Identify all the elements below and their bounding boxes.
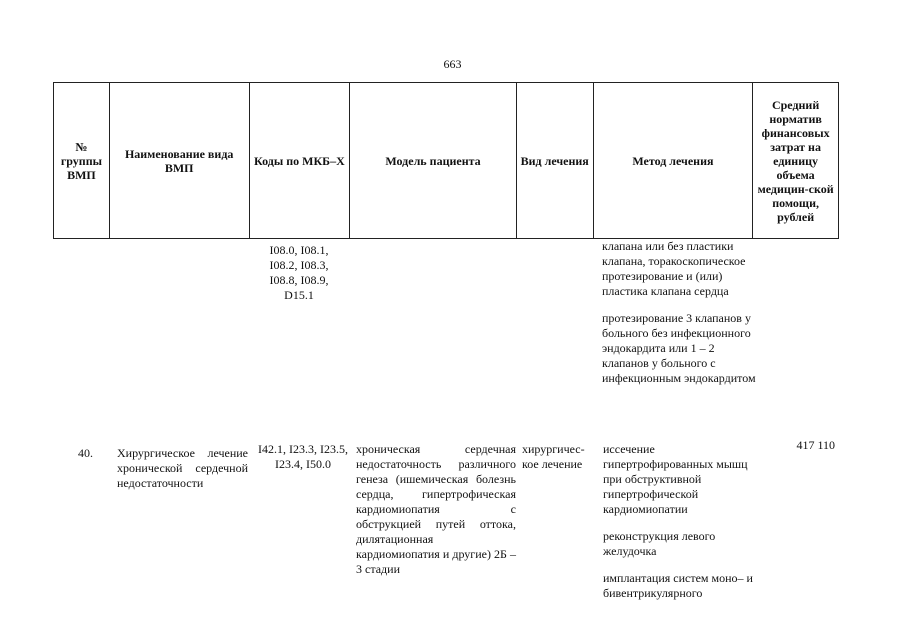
row-2-methods xyxy=(603,442,758,601)
row-1-method-1: клапана или без пластики клапана, торакоскопическое протезирование и (или) пластика клапана сердца xyxy=(602,239,746,298)
row-2-icd-codes: I42.1, I23.3, I23.5, I23.4, I50.0 xyxy=(258,442,348,471)
header-patient-model: Модель пациента xyxy=(350,83,517,238)
page-number: 663 xyxy=(443,57,462,71)
header-vmp-name: Наименование вида ВМП xyxy=(110,83,250,238)
row-2-patient-model: хроническая сердечная недостаточность различного генеза (ишемическая болезнь сердца, гипертрофическая кардиомиопатия с обструкцией путей оттока, дилятационная кардиомиопатия и другие) 2Б – 3 стадии xyxy=(356,442,516,576)
row-2-method-1: иссечение гипертрофированных мышц при обструктивной гипертрофической кардиомиопатии xyxy=(603,442,748,516)
row-1-methods xyxy=(602,239,762,386)
table-header xyxy=(53,82,839,239)
row-2-number: 40. xyxy=(78,446,93,460)
row-1-method-2: протезирование 3 клапанов у больного без инфекционного эндокардита или 1 – 2 клапанов у больного с инфекционным эндокардитом xyxy=(602,311,756,385)
header-treatment-method: Метод лечения xyxy=(594,83,754,238)
row-2-method-2: реконструкция левого желудочка xyxy=(603,529,716,558)
row-2-average-cost: 417 110 xyxy=(796,438,835,452)
header-average-cost: Средний норматив финансовых затрат на единицу объема медицин-ской помощи, рублей xyxy=(757,97,834,224)
row-2-method-3: имплантация систем моно– и бивентрикулярного xyxy=(603,571,753,600)
header-group-number: № группы ВМП xyxy=(54,83,110,238)
row-1-icd-codes: I08.0, I08.1, I08.2, I08.3, I08.8, I08.9, D15.1 xyxy=(269,243,329,302)
header-treatment-type: Вид лечения xyxy=(517,83,594,238)
row-2-treatment-type: хирургичес-кое лечение xyxy=(522,442,585,471)
header-icd-codes: Коды по МКБ–Х xyxy=(250,83,351,238)
row-2-vmp-name: Хирургическое лечение хронической сердечной недостаточности xyxy=(117,446,248,490)
